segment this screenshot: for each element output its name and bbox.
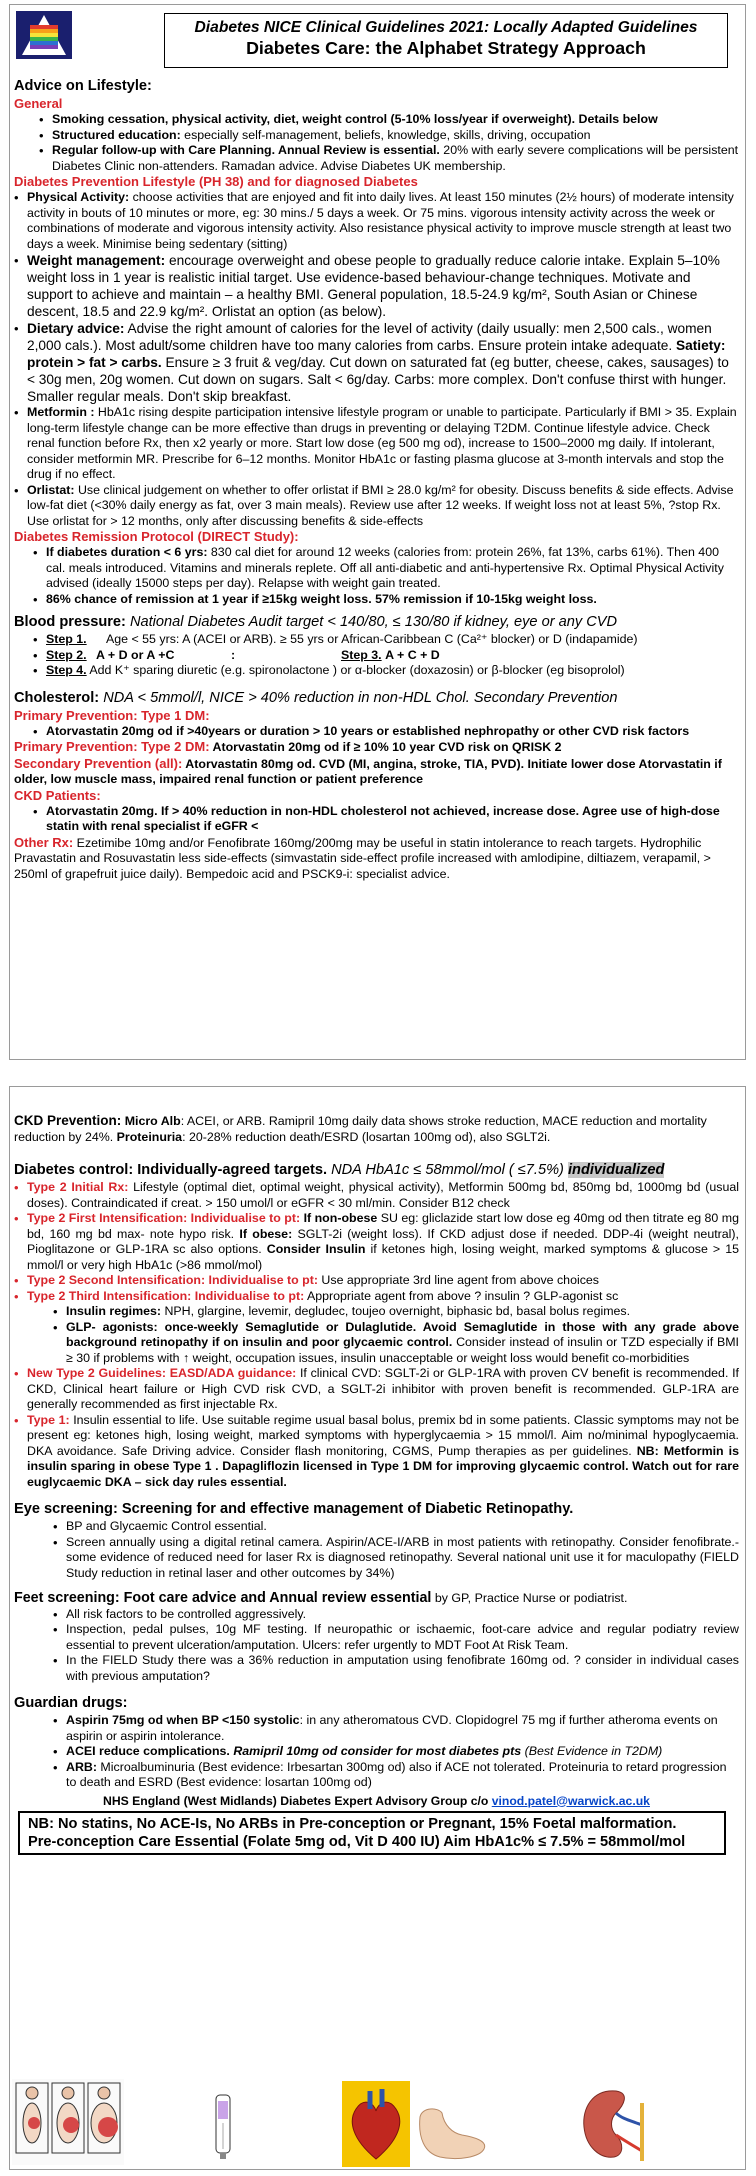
list-item: • Weight management: encourage overweight and obese people to gradually reduce calorie intake. Explain 5–10% weight loss in 1 year is realistic initial target. Use evidence-based behaviour-change techniques. Motivate and support to achieve and maintain – a healthy BMI. General population, 18.5-24.9 kg/m², South Asian or Chinese descent, 18.5 and 22.9 kg/m². Orlistat an option (as below). (27, 252, 739, 320)
list-item: • Metformin : HbA1c rising despite participation intensive lifestyle program or unable to participate. Particularly if BMI > 35. Explain long-term lifestyle change can be more effective than drugs in preventing or delaying T2DM. Continue lifestyle advice. Check renal function before Rx, then x2 yearly or more. Start low dose (eg 500 mg od), increase to 1500–2000 mg daily. If intolerant, consider metformin MR. Prescribe for 6–12 months. Monitor HbA1c or fasting plasma glucose at 3-month intervals and stop the drug if no effect. (27, 405, 739, 483)
feet-list (14, 1607, 739, 1685)
warning-line-1: NB: No statins, No ACE-Is, No ARBs in Pre-conception or Pregnant, 15% Foetal malformation. (28, 1816, 677, 1832)
lifestyle-heading: Advice on Lifestyle: (14, 78, 152, 94)
nhs-credit: NHS England (West Midlands) Diabetes Expert Advisory Group c/o vinod.patel@warwick.ac.uk (103, 1793, 650, 1808)
bp-heading: Blood pressure: National Diabetes Audit target < 140/80, ≤ 130/80 if kidney, eye or any CVD (14, 614, 618, 630)
page-two-content (14, 1113, 739, 1855)
list-item: • Type 2 Second Intensification: Individualise to pt: Use appropriate 3rd line agent from above choices (27, 1273, 739, 1289)
list-item: • Type 2 Third Intensification: Individualise to pt: Appropriate agent from above ? insulin ? GLP-agonist sc (27, 1289, 739, 1305)
cholesterol-heading: Cholesterol: NDA < 5mmol/l, NICE > 40% reduction in non-HDL Chol. Secondary Prevention (14, 689, 618, 706)
control-heading: Diabetes control: Individually-agreed targets. NDA HbA1c ≤ 58mmol/mol ( ≤7.5%) individualized (14, 1162, 665, 1178)
control-sub-list (14, 1304, 739, 1366)
list-item: • Regular follow-up with Care Planning. Annual Review is essential. 20% with early severe complications will be persistent Diabetes Clinic non-attenders. Ramadan advice. Advise Diabetes UK membership. (52, 143, 739, 174)
ckd-patients-list (14, 804, 739, 835)
list-item: • Aspirin 75mg od when BP <150 systolic: in any atheromatous CVD. Clopidogrel 75 mg if further atheroma events on aspirin or aspirin intolerance. (66, 1713, 739, 1744)
page-one-content (14, 77, 739, 882)
primary-prevention-t2: Primary Prevention: Type 2 DM: Atorvastatin 20mg od if ≥ 10% 10 year CVD risk on QRISK 2 (14, 739, 562, 754)
heart-icon (342, 2081, 410, 2167)
list-item: • Smoking cessation, physical activity, diet, weight control (5-10% loss/year if overweight). Details below (52, 112, 739, 128)
list-item: • Inspection, pedal pulses, 10g MF testing. If neuropathic or ischaemic, foot-care advice and regular podiatry review essential to prevent ulceration/amputation. Ulcers: refer urgently to MDT Foot At Risk Team. (66, 1622, 739, 1653)
warning-line-2: Pre-conception Care Essential (Folate 5mg od, Vit D 400 IU) Aim HbA1c% ≤ 7.5% = 58mmol/mol (28, 1834, 686, 1850)
title-box (164, 13, 728, 68)
title-line-1: Diabetes NICE Clinical Guidelines 2021: Locally Adapted Guidelines (194, 19, 698, 36)
list-item: • In the FIELD Study there was a 36% reduction in amputation using fenofibrate 160mg od. ? consider in individual cases with previous amputation? (66, 1653, 739, 1684)
alphabet-strategy-logo (16, 11, 72, 59)
list-item: • Type 2 Initial Rx: Lifestyle (optimal diet, optimal weight, physical activity), Metformin 500mg bd, 850mg bd, 1000mg bd (usual doses). Contraindicated if creat. > 150 umol/l or eGFR < 30 ml/min. Consider B12 check (27, 1180, 739, 1211)
secondary-prevention: Secondary Prevention (all): Atorvastatin 80mg od. CVD (MI, angina, stroke, TIA, PVD). Initiate lower dose Atorvastatin if older, low muscle mass, impaired renal function or patient preference (14, 755, 722, 786)
general-heading: General (14, 96, 63, 111)
bp-step-4: • Step 4. Add K⁺ sparing diuretic (e.g. spironolactone ) or α-blocker (doxazosin) or β-blocker (eg bisoprolol) (46, 663, 739, 679)
email-link[interactable]: vinod.patel@warwick.ac.uk (491, 1793, 650, 1808)
pp-t1-list (14, 724, 739, 740)
list-item: • GLP- agonists: once-weekly Semaglutide or Dulaglutide. Avoid Semaglutide in those with any grade above background retinopathy if on insulin and poor glycaemic control. Consider instead of insulin or TZD especially if BMI ≥ 30 if problems with ↑ weight, occupation issues, insulin unacceptable or weight loss would benefit co-morbidities (66, 1320, 739, 1367)
list-item: • New Type 2 Guidelines: EASD/ADA guidance: If clinical CVD: SGLT-2i or GLP-1RA with proven CV benefit is recommended. If CKD, Clinical heart failure or High CVD risk CVD, a SGLT-2i inhibitor with proven benefit is recommended. GLP-1RA are generally recommended as first injectable Rx. (27, 1366, 739, 1413)
list-item: • Atorvastatin 20mg od if >40years or duration > 10 years or established nephropathy or other CVD risk factors (46, 724, 739, 740)
eye-heading: Eye screening: Screening for and effective management of Diabetic Retinopathy. (14, 1501, 574, 1517)
list-item: • Physical Activity: choose activities that are enjoyed and fit into daily lives. At least 150 minutes (2½ hours) of moderate intensity activity in bouts of 10 minutes or more, eg: 30 mins./ 5 days a week. Or 75 mins. vigorous intensity activity across the week or combinations of moderate and vigorous intensity activity. Also resistance physical activity to improve muscle strength at least two days a week. Minimise being sedentary (sitting) (27, 190, 739, 252)
list-item: • Orlistat: Use clinical judgement on whether to offer orlistat if BMI ≥ 28.0 kg/m² for obesity. Discuss benefits & side effects. Advise low-fat diet (<30% daily energy as fat, over 3 main meals). Review use after 12 weeks. If weight loss not at least 5%, ?stop Rx. Use orlistat for > 12 months, only after discussing benefits & side-effects (27, 483, 739, 530)
list-item: • BP and Glycaemic Control essential. (66, 1519, 739, 1535)
list-item: • ARB: Microalbuminuria (Best evidence: Irbesartan 300mg od) also if ACE not tolerated. Proteinuria to retard progression to death and ESRD (Best evidence: losartan 100mg od) (66, 1760, 739, 1791)
list-item: • All risk factors to be controlled aggressively. (66, 1607, 739, 1623)
ckd-patients-heading: CKD Patients: (14, 787, 101, 803)
guardian-list (14, 1713, 739, 1791)
general-list (14, 112, 739, 174)
page-two (9, 1086, 746, 2170)
other-rx: Other Rx: Ezetimibe 10mg and/or Fenofibrate 160mg/200mg may be useful in statin intolerance to reach targets. Hydrophilic Pravastatin and Rosuvastatin less side-effects (simvastatin side-effect profile increased with amlodipine, diltiazem, verapamil, > 250ml of grapefruit juice daily). Bempedoic acid and PSCK9-i: specialist advice. (14, 834, 711, 881)
preconception-warning-box (18, 1811, 726, 1855)
eye-list (14, 1519, 739, 1581)
foot-icon (414, 2107, 490, 2163)
bp-list (14, 632, 739, 679)
prevention-list (14, 190, 739, 529)
ckd-prevention: CKD Prevention: Micro Alb: ACEI, or ARB. Ramipril 10mg daily data shows stroke reduction, MACE reduction and mortality reduction by 24%. Proteinuria: 20-28% reduction death/ESRD (losartan 100mg od), also SGLT2i. (14, 1113, 707, 1144)
list-item: • Atorvastatin 20mg. If > 40% reduction in non-HDL cholesterol not achieved, increase dose. Agree use of high-dose statin with renal specialist if eGFR < (46, 804, 739, 835)
guardian-heading: Guardian drugs: (14, 1695, 128, 1711)
remission-list (14, 545, 739, 607)
list-item: • Screen annually using a digital retinal camera. Aspirin/ACE-I/ARB in most patients with retinopathy. Consider fenofibrate.- some evidence of reduced need for laser Rx is diagnosed retinopathy. Several national unit use it for maculopathy (FIELD Study reduction in retinal laser and other outcomes by 34%) (66, 1535, 739, 1582)
primary-prevention-t1-heading: Primary Prevention: Type 1 DM: (14, 707, 210, 723)
page-one (9, 4, 746, 1060)
control-list-2 (14, 1366, 739, 1490)
list-item: • Type 2 First Intensification: Individualise to pt: If non-obese SU eg: gliclazide start low dose eg 40mg od then titrate eg 80 mg bd, 160 mg bd max- note hypo risk. If obese: SGLT-2i (weight loss). If CKD adjust dose if needed. DDP-4i (weight neutral), Pioglitazone or GLP-1RA sc also options. Consider Insulin if ketones high, losing weight, marked symptoms & glucose > 15 mmol/l or very high HbA1c (>86 mmol/mol) (27, 1211, 739, 1273)
remission-heading: Diabetes Remission Protocol (DIRECT Study): (14, 529, 299, 544)
pregnancy-icon (12, 2079, 124, 2165)
list-item: • Type 1: Insulin essential to life. Use suitable regime usual basal bolus, premix bd in some patients. Classic symptoms may not be present eg: ketones high, losing weight, marked symptoms with hyperglycaemia > 15 mmol/l. Aim no/minimal hypoglycaemia. DKA avoidance. Safe Driving advice. Consider flash monitoring, CGMS, Pump therapies as per guidelines. NB: Metformin is insulin sparing in obese Type 1 . Dapagliflozin licensed in Type 1 DM for improving glycaemic control. Watch out for rare euglycaemic DKA – sick day rules essential. (27, 1413, 739, 1491)
list-item: • ACEI reduce complications. Ramipril 10mg od consider for most diabetes pts (Best Evidence in T2DM) (66, 1744, 739, 1760)
control-list (14, 1180, 739, 1304)
prevention-heading: Diabetes Prevention Lifestyle (PH 38) and for diagnosed Diabetes (14, 174, 418, 189)
title-line-2: Diabetes Care: the Alphabet Strategy Approach (246, 38, 646, 58)
list-item: • Dietary advice: Advise the right amount of calories for the level of activity (daily usually: men 2,500 cals., women 2,000 cals.). Most adult/some children have too many calories from carbs. Ensure protein intake adequate. Satiety: protein > fat > carbs. Ensure ≥ 3 fruit & veg/day. Cut down on saturated fat (eg butter, cheese, cakes, sausages) to < 30g men, 20g women. Cut down on sugars. Salt < 6g/day. Carbs: more complex. Don't confuse thirst with hunger. Smaller regular meals. Don't skip breakfast. (27, 320, 739, 405)
list-item: • 86% chance of remission at 1 year if ≥15kg weight loss. 57% remission if 10-15kg weight loss. (46, 592, 739, 608)
kidney-icon (576, 2085, 658, 2165)
list-item: • Insulin regimes: NPH, glargine, levemir, degludec, toujeo overnight, biphasic bd, basal bolus regimes. (66, 1304, 739, 1320)
bp-step-1: • Step 1. Age < 55 yrs: A (ACEI or ARB). ≥ 55 yrs or African-Caribbean C (Ca²⁺ blocker) or D (indapamide) (46, 632, 739, 648)
feet-heading: Feet screening: Foot care advice and Annual review essential by GP, Practice Nurse or podiatrist. (14, 1590, 628, 1606)
insulin-pen-icon (202, 2091, 246, 2161)
list-item: • Structured education: especially self-management, beliefs, knowledge, skills, driving, occupation (52, 128, 739, 144)
bp-step-2-3: • Step 2. A + D or A +C : Step 3. A + C + D (46, 648, 739, 664)
list-item: • If diabetes duration < 6 yrs: 830 cal diet for around 12 weeks (calories from: protein 26%, fat 13%, carbs 61%). Then 400 cal. meals introduced. Vitamins and minerals replete. Off all anti-diabetic and anti-hypertensive Rx. Optimal Physical Activity advised (ideally 15000 steps per day). Relapse with weight gain treated. (46, 545, 739, 592)
illustrations-row (10, 2067, 745, 2167)
